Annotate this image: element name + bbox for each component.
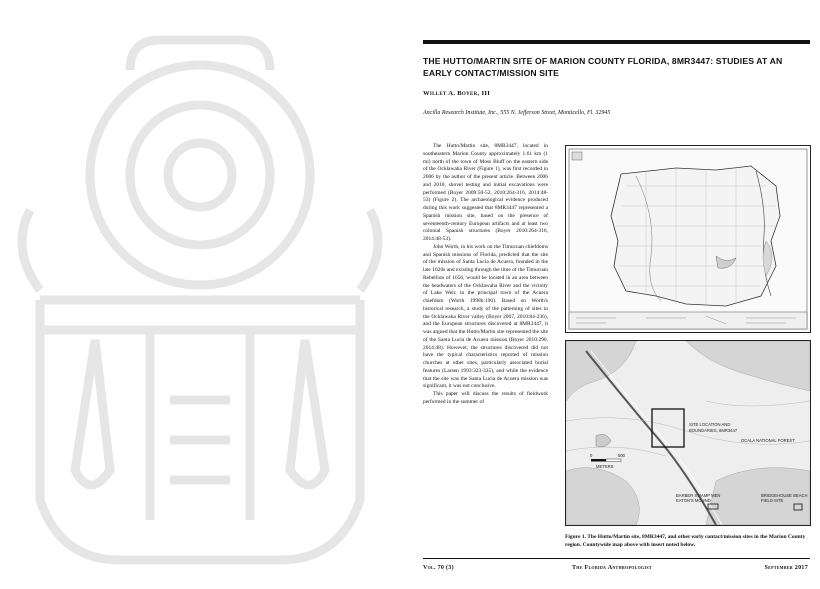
body-paragraph: The Hutto/Martin site, 8MR3447, located in southeastern Marion County approximately 1.61 km (1 mi) north of the town of Moss Bluff on the eastern side of the Ocklawaha River (Figure 1), was first recorded in 2006 by the author of the present article. Between 2006 and 2010, shovel testing and initial excavations were performed (Boyer 2009:50-52, 2010:264-316, 2014:48-53) (Figure 2). The archaeological evidence produced during this work suggested that 8MR3447 represented a Spanish mission site, based on the presence of seventeenth-century European artifacts and at least two colonial Spanish structures (Boyer 2010:264-316, 2014:48-53). (423, 143, 548, 242)
county-map-figure (565, 145, 811, 333)
footer-date: September 2017 (764, 565, 808, 571)
author-affiliation: Ancilla Research Institute, Inc., 555 N. Jefferson Street, Monticello, Fl. 32945 (423, 110, 611, 116)
body-paragraph: John Worth, in his work on the Timucuan chiefdoms and Spanish missions of Florida, predicted that the site of the mission of Santa Lucia de Acuera, founded in the late 1620s and existing through the time of the Timucuan Rebellion of 1656, would be located in an area between the headwaters of the Ocklawaha River and the vicinity of Lake Weir, in the principal town of the Acuera chiefdom (Worth 1998b:190). Based on Worth's historical research, a study of the patterning of sites in the Ocklawaha River valley (Boyer 2007, 2010:84-236), and the European structures discovered at 8MR3447, it was argued that the Hutto/Martin site represented the site of the Santa Lucia de Acuera mission (Boyer 2010:290, 2014:48). However, the structures discovered did not have the typical characteristics reported of mission churches at other sites, particularly associated burial features (Larsen 1993:323-335), and while the evidence that the site was the Santa Lucia de Acuera mission was significant, it was not conclusive. (423, 243, 548, 390)
map-scale-unit: METERS (596, 464, 614, 469)
svg-text:500: 500 (618, 453, 625, 458)
author-name: Willet A. Boyer, III (423, 90, 491, 97)
map-label-site-2: BOUNDARIES, 8MR3447 (689, 428, 738, 433)
map-label-field-site: BRIDGEHOUSE BEACH (761, 493, 808, 498)
map-label-field-site-2: FIELD SITE (761, 498, 784, 503)
footer-rule (423, 558, 810, 559)
map-label-mound: BARBER SWAMP MEN (676, 493, 721, 498)
body-paragraph: This paper will discuss the results of fieldwork performed in the summer of (423, 391, 548, 405)
inset-map-figure (565, 340, 811, 526)
journal-emblem-watermark (0, 0, 400, 589)
figure-caption-text: The Hutto/Martin site, 8MR3447, and other early contact/mission sites in the Marion County region. Countywide map above with insert noted below. (565, 534, 806, 548)
article-title: THE HUTTO/MARTIN SITE OF MARION COUNTY FLORIDA, 8MR3447: STUDIES AT AN EARLY CONTACT/MISSION SITE (423, 56, 783, 78)
body-text-column (423, 143, 548, 407)
title-rule (423, 40, 810, 44)
inset-map-graphic (566, 341, 810, 525)
map-label-mound-2: EATON'S MOUND (676, 498, 711, 503)
map-label-forest: OCALA NATIONAL FOREST (741, 438, 795, 443)
county-map-graphic (566, 146, 810, 332)
svg-text:0: 0 (590, 453, 593, 458)
footer-volume: Vol. 70 (3) (423, 565, 454, 571)
footer-journal: The Florida Anthropologist (572, 565, 652, 571)
figure-caption-label: Figure 1. (565, 534, 586, 540)
map-label-site: SITE LOCATION AND (689, 422, 731, 427)
figure-caption (565, 534, 811, 549)
